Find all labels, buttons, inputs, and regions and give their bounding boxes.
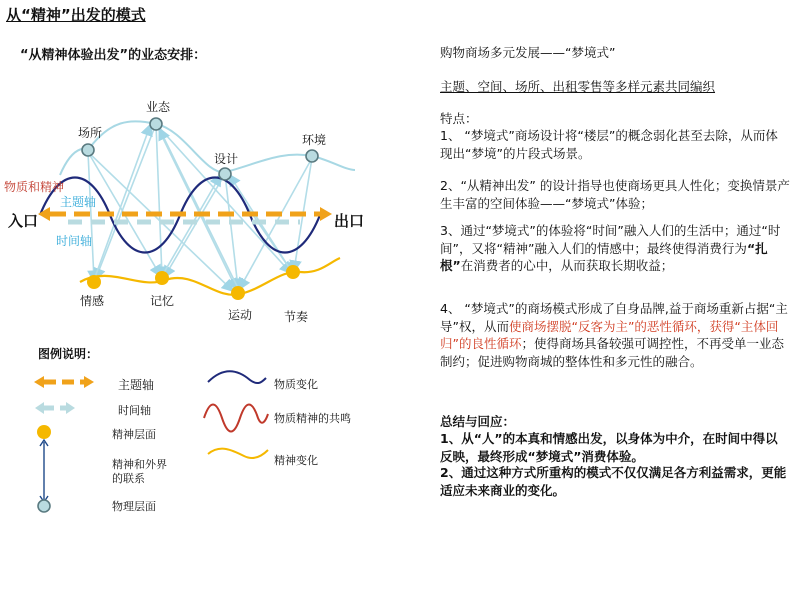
entry-label: 入口	[8, 212, 39, 230]
legend-physical-level: 物理层面	[112, 500, 156, 513]
summary-title: 总结与回应：	[440, 414, 516, 429]
legend-connection: 精神和外界的联系	[112, 458, 167, 485]
legend-spirit-change: 精神变化	[274, 454, 318, 467]
node-label-motion: 运动	[228, 308, 253, 322]
exit-label: 出口	[334, 212, 365, 230]
features-title: 特点：	[440, 111, 478, 126]
legend-spirit-level: 精神层面	[112, 428, 156, 441]
theme-axis-label: 主题轴	[60, 195, 97, 209]
page-title: 从“精神”出发的模式	[6, 6, 146, 24]
feature-4	[440, 300, 790, 370]
spirit-curve	[80, 258, 340, 295]
node-label-emotion: 情感	[80, 294, 105, 308]
feature-3-text-b: “扎根”	[440, 240, 768, 273]
node-label-rhythm: 节奏	[284, 310, 309, 324]
feature-4-text-b: 使商场摆脱“反客为主”的恶性循环，获得“主体回归”的良性循环	[440, 318, 779, 351]
time-axis-label: 时间轴	[56, 234, 93, 248]
legend-theme-axis: 主题轴	[118, 378, 155, 392]
legend-material-change: 物质变化	[274, 378, 318, 391]
legend-resonance: 物质精神的共鸣	[274, 412, 351, 425]
legend-title: 图例说明：	[38, 347, 99, 361]
summary-2: 2、通过这种方式所重构的模式不仅仅满足各方利益需求，更能适应未来商业的变化。	[440, 465, 787, 498]
node-label-environment: 环境	[302, 133, 327, 147]
flow-diagram	[0, 0, 440, 340]
feature-3-text-a: 3、通过“梦境式”的体验将“时间”融入人们的生活中；通过“时间”，又将“精神”融入人们的情感中；最终使得消费行为	[440, 223, 781, 256]
feature-4-text-c: ；使得商场具备较强可调控性，不再受单一业态制约；促进购物商城的整体性和多元性的融合。	[440, 336, 784, 369]
feature-2: 2、“从精神出发” 的设计指导也使商场更具人性化；变换情景产生丰富的空间体验——“梦境式”体验；	[440, 178, 790, 211]
node-label-memory: 记忆	[150, 294, 175, 308]
right-heading: 购物商场多元发展——“梦境式”	[440, 45, 616, 60]
summary-1: 1、从“人”的本真和情感出发，以身体为中介，在时间中得以反映，最终形成“梦境式”消费体验。	[440, 431, 778, 464]
node-label-business: 业态	[146, 100, 171, 114]
connection-arrows	[88, 124, 312, 290]
material-spirit-label: 物质和精神	[4, 180, 65, 194]
feature-3	[440, 222, 790, 275]
diagram-subtitle: “从精神体验出发”的业态安排：	[20, 48, 207, 63]
node-label-place: 场所	[78, 126, 103, 140]
feature-4-text-a: 4、 “梦境式”的商场模式形成了自身品牌,益于商场重新占据“主导”权，从而	[440, 301, 788, 334]
legend-time-axis: 时间轴	[118, 404, 151, 417]
node-label-design: 设计	[214, 152, 239, 166]
feature-1: 1、 “梦境式”商场设计将“楼层”的概念弱化甚至去除，从而体现出“梦境”的片段式场景。	[440, 128, 778, 161]
right-subheading: 主题、空间、场所、出租零售等多样元素共同编织	[440, 79, 716, 94]
feature-3-text-c: 在消费者的心中，从而获取长期收益；	[460, 258, 674, 273]
physical-nodes	[82, 118, 318, 180]
